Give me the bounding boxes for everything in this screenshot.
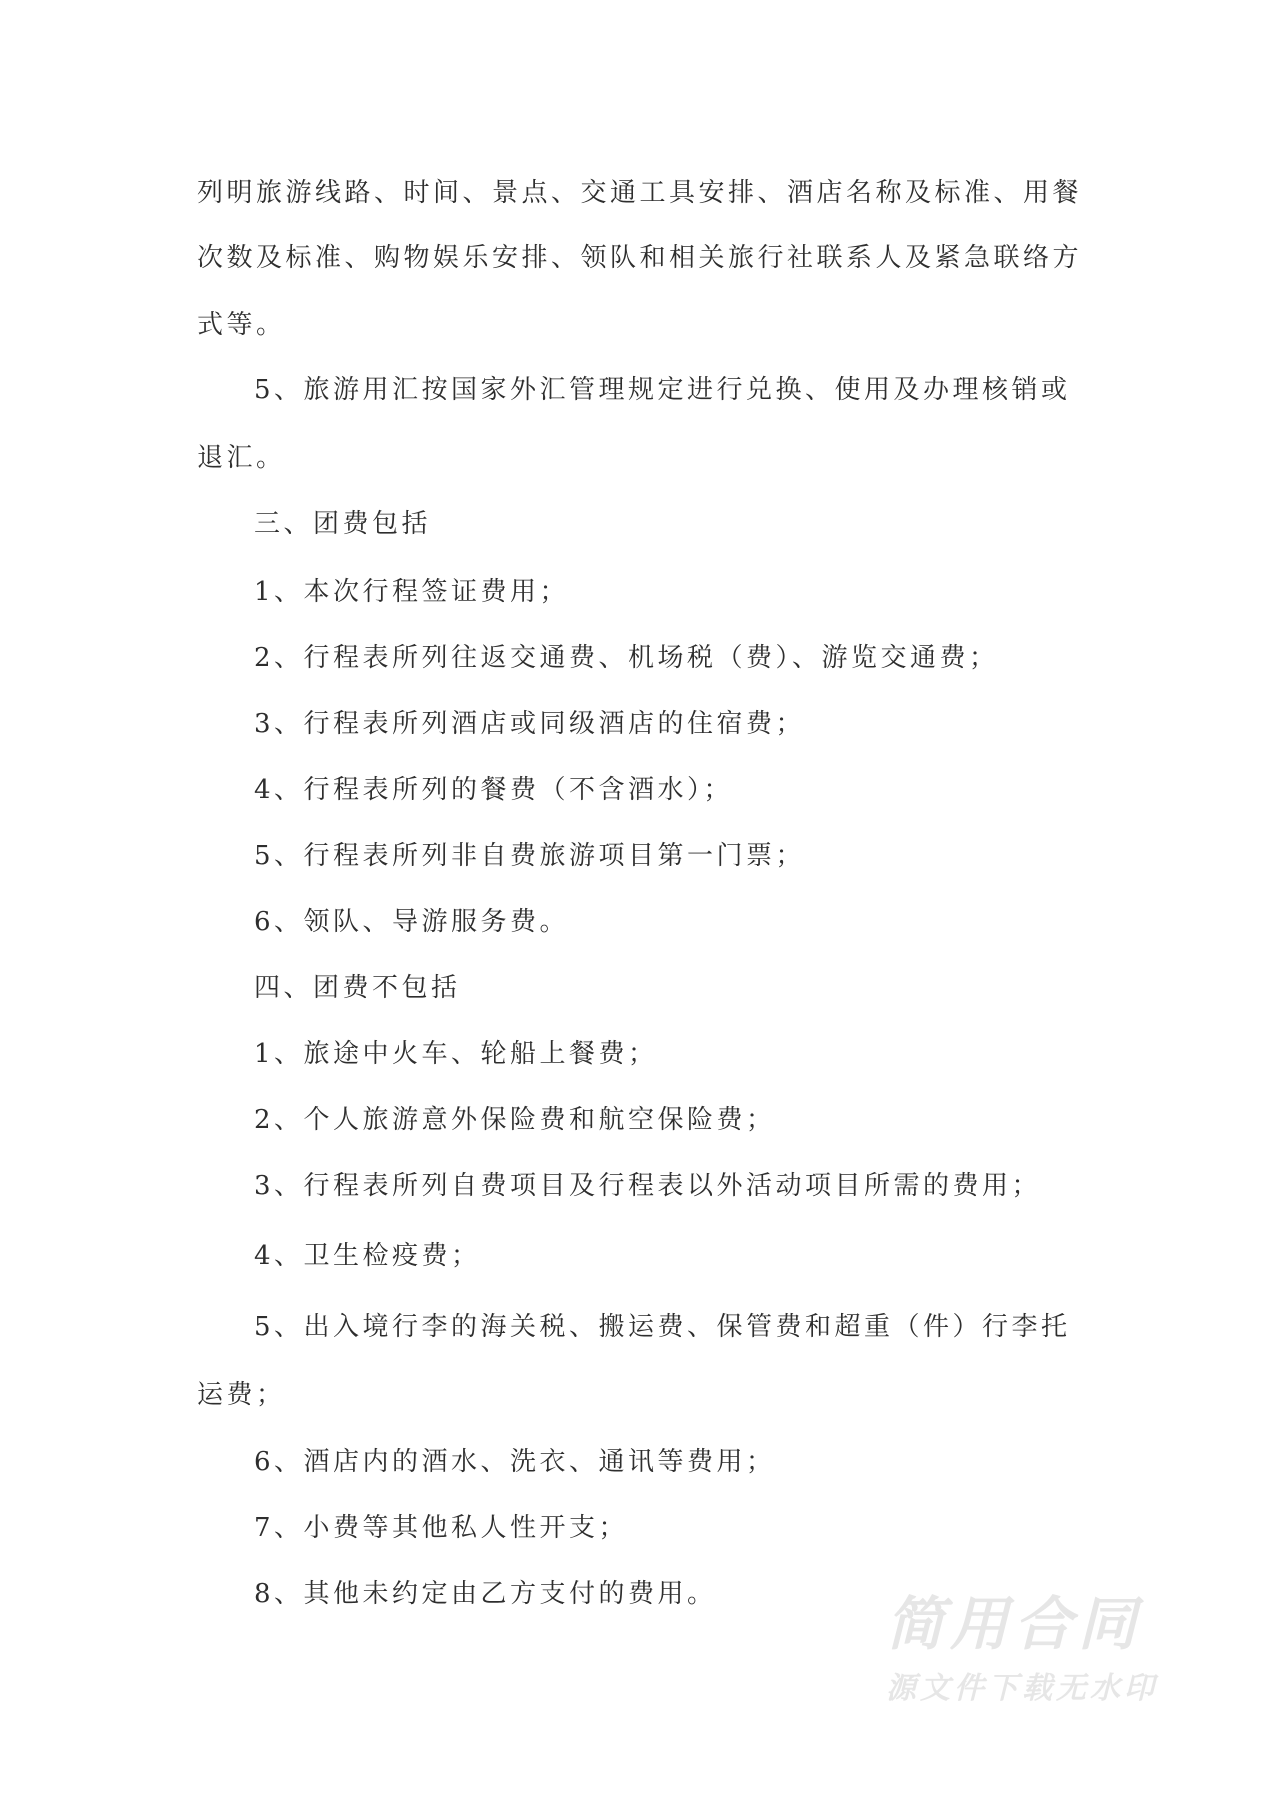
watermark-title: 简用合同	[886, 1590, 1143, 1658]
paragraph-line: 次数及标准、购物娱乐安排、领队和相关旅行社联系人及紧急联络方	[197, 243, 1083, 273]
list-item: 1、本次行程签证费用；	[254, 577, 570, 607]
watermark	[886, 1590, 1186, 1706]
paragraph-line: 退汇。	[197, 443, 286, 473]
paragraph-line: 列明旅游线路、时间、景点、交通工具安排、酒店名称及标准、用餐	[197, 178, 1083, 208]
list-item: 1、旅途中火车、轮船上餐费；	[254, 1039, 658, 1069]
watermark-subtitle: 源文件下载无水印	[886, 1671, 1158, 1706]
paragraph-line: 5、旅游用汇按国家外汇管理规定进行兑换、使用及办理核销或	[254, 375, 1071, 405]
list-item: 5、出入境行李的海关税、搬运费、保管费和超重（件）行李托	[254, 1312, 1071, 1342]
list-item: 3、行程表所列酒店或同级酒店的住宿费；	[254, 709, 806, 739]
list-item: 2、行程表所列往返交通费、机场税（费）、游览交通费；	[254, 643, 999, 673]
list-item: 4、卫生检疫费；	[254, 1241, 481, 1271]
list-item: 2、个人旅游意外保险费和航空保险费；	[254, 1105, 776, 1135]
list-item: 6、领队、导游服务费。	[254, 907, 570, 937]
paragraph-line: 式等。	[197, 310, 286, 340]
list-item: 4、行程表所列的餐费（不含酒水）；	[254, 775, 734, 805]
list-item: 6、酒店内的酒水、洗衣、通讯等费用；	[254, 1447, 776, 1477]
list-item: 5、行程表所列非自费旅游项目第一门票；	[254, 841, 806, 871]
section-heading-excluded: 四、团费不包括	[254, 973, 461, 1003]
list-item: 8、其他未约定由乙方支付的费用。	[254, 1579, 717, 1609]
list-item: 7、小费等其他私人性开支；	[254, 1513, 629, 1543]
section-heading-included: 三、团费包括	[254, 509, 432, 539]
list-item-continuation: 运费；	[197, 1380, 286, 1410]
list-item: 3、行程表所列自费项目及行程表以外活动项目所需的费用；	[254, 1171, 1042, 1201]
